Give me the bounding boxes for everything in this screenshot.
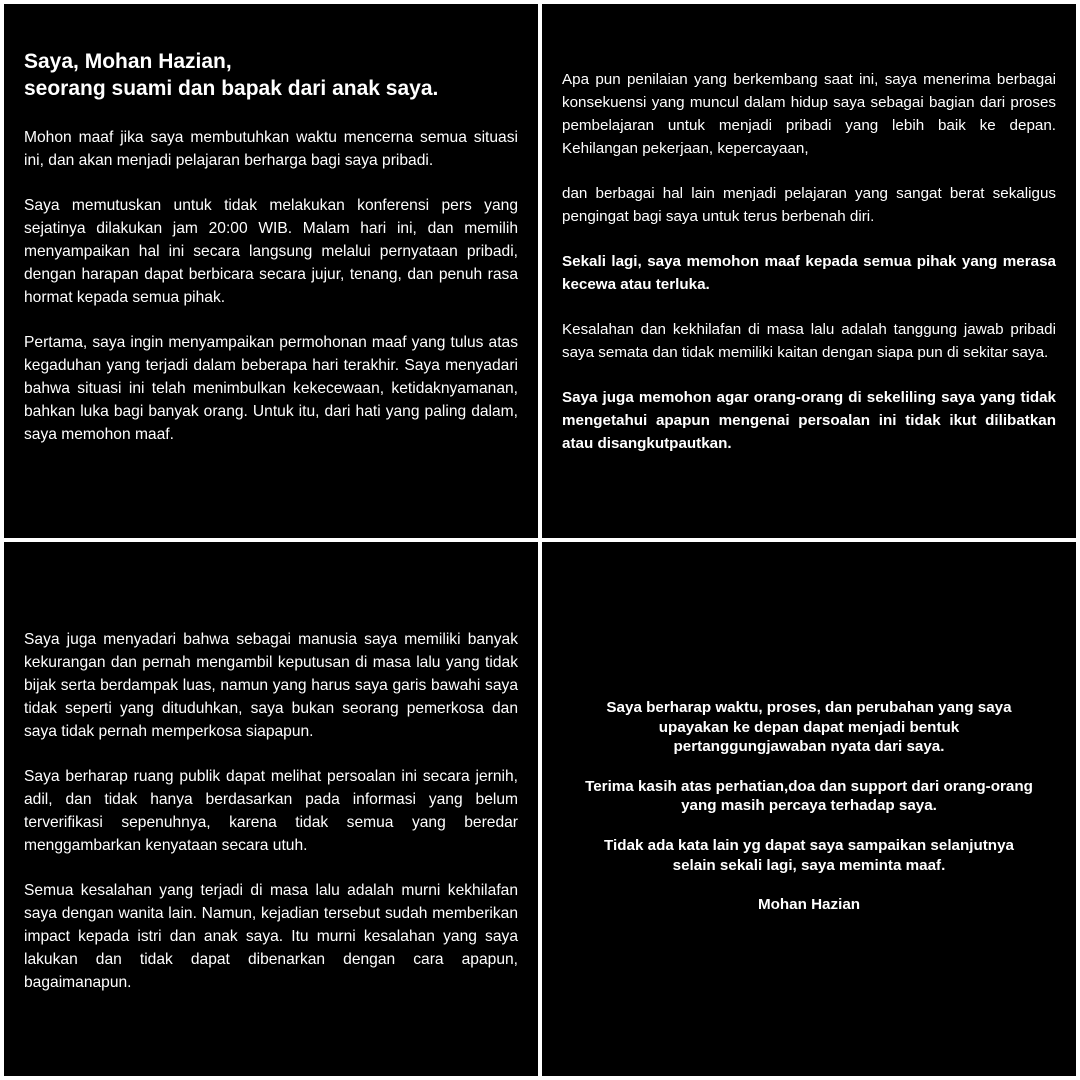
panel-1-content bbox=[24, 48, 518, 468]
panel-2-content bbox=[562, 68, 1056, 477]
closing-paragraph bbox=[560, 777, 1058, 816]
title-line-2: seorang suami dan bapak dari anak saya. bbox=[24, 77, 439, 100]
closing-paragraph bbox=[560, 836, 1058, 875]
closing-paragraph bbox=[560, 698, 1058, 757]
statement-panel-1 bbox=[4, 4, 538, 538]
paragraph: Saya juga menyadari bahwa sebagai manusia saya memiliki banyak kekurangan dan pernah mengambil keputusan di masa lalu yang tidak bijak serta berdampak luas, namun yang harus saya garis bawahi saya tidak seperti yang dituduhkan, saya bukan seorang pemerkosa dan saya tidak pernah memperkosa siapapun. bbox=[24, 631, 518, 740]
paragraph: Pertama, saya ingin menyampaikan permohonan maaf yang tulus atas kegaduhan yang terjadi dalam beberapa hari terakhir. Saya menyadari bahwa situasi ini telah menimbulkan kekecewaan, ketidaknyamanan, bahkan luka bagi banyak orang. Untuk itu, dari hati yang paling dalam, saya memohon maaf. bbox=[24, 334, 518, 443]
statement-panel-2 bbox=[542, 4, 1076, 538]
closing-line: upayakan ke depan dapat menjadi bentuk bbox=[658, 718, 960, 736]
closing-line: selain sekali lagi, saya meminta maaf. bbox=[672, 856, 946, 874]
statement-panel-4 bbox=[542, 542, 1076, 1076]
title-line-1: Saya, Mohan Hazian, bbox=[24, 50, 232, 73]
panel-3-content bbox=[24, 628, 518, 1016]
closing-line: Tidak ada kata lain yg dapat saya sampaikan selanjutnya bbox=[604, 836, 1014, 854]
bold-paragraph: Sekali lagi, saya memohon maaf kepada semua pihak yang merasa kecewa atau terluka. bbox=[562, 253, 1056, 293]
signature: Mohan Hazian bbox=[757, 896, 861, 914]
paragraph: Apa pun penilaian yang berkembang saat ini, saya menerima berbagai konsekuensi yang muncul dalam hidup saya sebagai bagian dari proses pembelajaran untuk menjadi pribadi yang lebih baik ke depan. Kehilangan pekerjaan, kepercayaan, bbox=[562, 71, 1056, 157]
paragraph: Kesalahan dan kekhilafan di masa lalu adalah tanggung jawab pribadi saya semata dan tidak memiliki kaitan dengan siapa pun di sekitar saya. bbox=[562, 321, 1056, 361]
closing-block bbox=[560, 698, 1058, 935]
closing-line: Saya berharap waktu, proses, dan perubahan yang saya bbox=[606, 699, 1012, 716]
paragraph: Mohon maaf jika saya membutuhkan waktu mencerna semua situasi ini, dan akan menjadi pelajaran berharga bagi saya pribadi. bbox=[24, 129, 518, 169]
paragraph: Saya memutuskan untuk tidak melakukan konferensi pers yang sejatinya dilakukan jam 20:00 WIB. Malam hari ini, dan memilih menyampaikan hal ini secara langsung melalui pernyataan pribadi, dengan harapan dapat berbicara secara jujur, tenang, dan penuh rasa hormat kepada semua pihak. bbox=[24, 197, 518, 306]
paragraph: Semua kesalahan yang terjadi di masa lalu adalah murni kekhilafan saya dengan wanita lain. Namun, kejadian tersebut sudah memberikan impact kepada istri dan anak saya. Itu murni kesalahan yang saya lakukan dan tidak dapat dibenarkan dengan cara apapun, bagaimanapun. bbox=[24, 882, 518, 991]
closing-line: yang masih percaya terhadap saya. bbox=[681, 797, 937, 815]
statement-title bbox=[24, 48, 518, 102]
bold-paragraph: Saya juga memohon agar orang-orang di sekeliling saya yang tidak mengetahui apapun mengenai persoalan ini tidak ikut dilibatkan atau disangkutpautkan. bbox=[562, 389, 1056, 452]
paragraph: dan berbagai hal lain menjadi pelajaran yang sangat berat sekaligus pengingat bagi saya untuk terus berbenah diri. bbox=[562, 185, 1056, 225]
paragraph: Saya berharap ruang publik dapat melihat persoalan ini secara jernih, adil, dan tidak hanya berdasarkan pada informasi yang belum terverifikasi sepenuhnya, karena tidak semua yang beredar menggambarkan kenyataan secara utuh. bbox=[24, 768, 518, 854]
closing-line: Terima kasih atas perhatian,doa dan support dari orang-orang bbox=[585, 777, 1033, 795]
statement-panel-3 bbox=[4, 542, 538, 1076]
closing-line: pertanggungjawaban nyata dari saya. bbox=[673, 738, 945, 756]
